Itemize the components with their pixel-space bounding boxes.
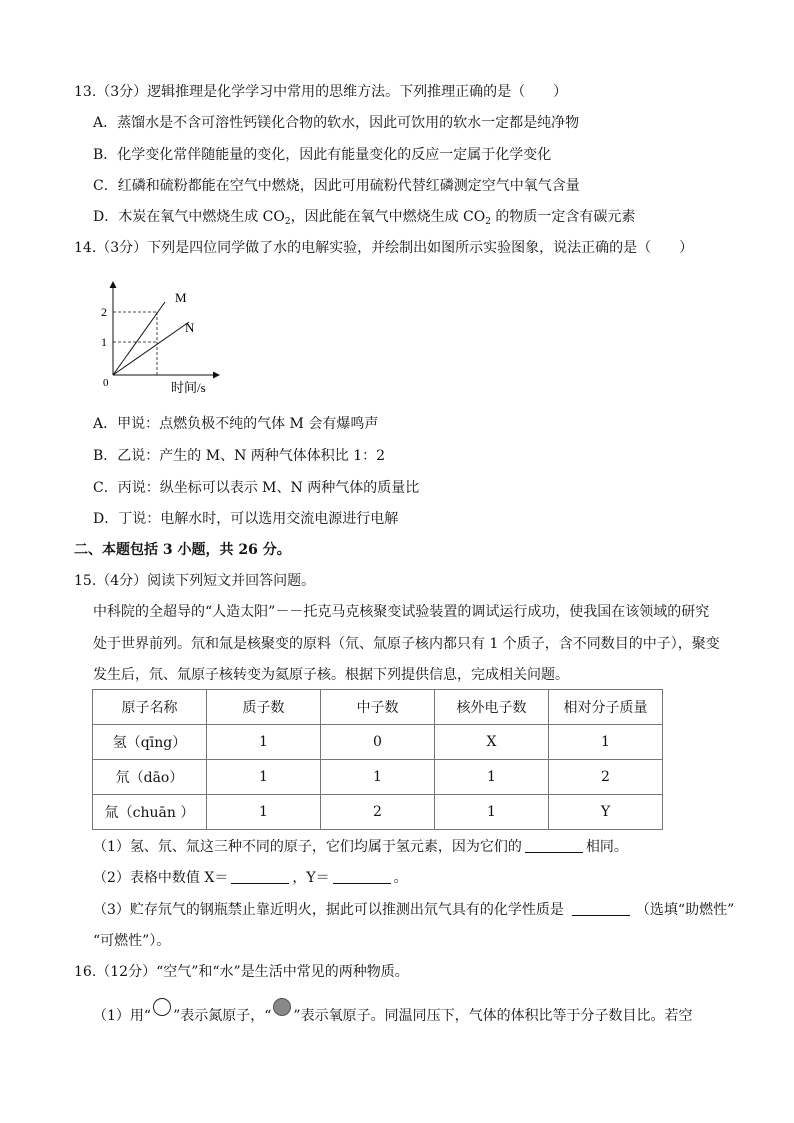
table-cell: 1 [207, 725, 321, 760]
table-cell: 氚（chuān ） [93, 795, 207, 830]
label-n: N [185, 320, 195, 335]
q13-stem: 13.（3分）逻辑推理是化学学习中常用的思维方法。下列推理正确的是（ ） [74, 84, 568, 100]
q13-option-d: D．木炭在氧气中燃烧生成 $CO_2$，因此能在氧气中燃烧生成 $CO_2$ 的物质一定含有碳元素 [93, 209, 636, 227]
nitrogen-atom-icon [153, 998, 171, 1016]
table-cell: 氘（dāo） [93, 760, 207, 795]
q14-stem: 14.（3分）下列是四位同学做了水的电解实验，并绘制出如图所示实验图象，说法正确的是（ ） [74, 240, 694, 256]
table-row [93, 760, 663, 795]
table-cell: 2 [549, 760, 663, 795]
q15-sub-1: （1）氢、氘、氚这三种不同的原子，它们均属于氢元素，因为它们的 相同。 [93, 839, 628, 855]
table-cell: 0 [321, 725, 435, 760]
q13-option-a: A．蒸馏水是不含可溶性钙镁化合物的软水，因此可饮用的软水一定都是纯净物 [93, 115, 580, 131]
q14-option-d: D．丁说：电解水时，可以选用交流电源进行电解 [93, 511, 399, 527]
y-tick-2: 2 [101, 305, 107, 319]
table-header-cell: 原子名称 [93, 690, 207, 725]
table-row [93, 795, 663, 830]
q15-sub-3-cont: “可燃性”）。 [93, 933, 171, 949]
q16-sub-1: （1）用“ ”表示氮原子，“ ”表示氧原子。同温同压下，气体的体积比等于分子数目比。若空 [93, 998, 693, 1026]
table-cell: 1 [549, 725, 663, 760]
table-cell: 1 [207, 795, 321, 830]
table-cell: 1 [435, 795, 549, 830]
answer-blank[interactable] [525, 838, 583, 853]
table-cell: Y [549, 795, 663, 830]
table-header-row [93, 690, 663, 725]
section-heading: 二、本题包括 3 小题，共 26 分。 [74, 542, 291, 558]
q15-para-line-1: 中科院的全超导的“人造太阳”－－托克马克核聚变试验装置的调试运行成功，使我国在该领域的研究 [93, 604, 710, 620]
q15-para-line-2: 处于世界前列。氘和氚是核聚变的原料（氘、氚原子核内都只有 1 个质子，含不同数目的中子），聚变 [93, 636, 720, 652]
q13-option-b: B．化学变化常伴随能量的变化，因此有能量变化的反应一定属于化学变化 [93, 147, 552, 163]
answer-blank[interactable] [572, 901, 630, 916]
q14-option-b: B．乙说：产生的 M、N 两种气体体积比 1：2 [93, 448, 386, 464]
table-cell: X [435, 725, 549, 760]
table-header-cell: 核外电子数 [435, 690, 549, 725]
table-cell: 1 [435, 760, 549, 795]
electrolysis-graph [95, 280, 235, 395]
isotope-table [92, 689, 663, 830]
oxygen-atom-icon [273, 998, 291, 1016]
table-header-cell: 质子数 [207, 690, 321, 725]
q15-stem: 15.（4分）阅读下列短文并回答问题。 [74, 573, 316, 589]
q14-option-a: A．甲说：点燃负极不纯的气体 M 会有爆鸣声 [93, 416, 379, 432]
y-tick-1: 1 [101, 335, 107, 349]
line-n [113, 322, 189, 375]
q15-para-line-3: 发生后，氘、氚原子核转变为氦原子核。根据下列提供信息，完成相关问题。 [93, 667, 569, 683]
table-header-cell: 中子数 [321, 690, 435, 725]
origin-label: 0 [103, 377, 109, 389]
answer-blank-x[interactable] [231, 869, 289, 884]
label-m: M [175, 290, 187, 305]
table-cell: 氢（qīng） [93, 725, 207, 760]
q14-option-c: C．丙说：纵坐标可以表示 M、N 两种气体的质量比 [93, 480, 420, 496]
q15-sub-3: （3）贮存氘气的钢瓶禁止靠近明火，据此可以推测出氘气具有的化学性质是 （选填“助燃性” [93, 902, 735, 918]
table-cell: 1 [207, 760, 321, 795]
table-header-cell: 相对分子质量 [549, 690, 663, 725]
answer-blank-y[interactable] [333, 869, 391, 884]
q15-sub-2: （2）表格中数值 X＝ ，Y＝ 。 [93, 870, 408, 886]
q13-option-c: C．红磷和硫粉都能在空气中燃烧，因此可用硫粉代替红磷测定空气中氧气含量 [93, 178, 580, 194]
table-cell: 2 [321, 795, 435, 830]
table-row [93, 725, 663, 760]
table-cell: 1 [321, 760, 435, 795]
q16-stem: 16.（12分）“空气”和“水”是生活中常见的两种物质。 [74, 964, 409, 980]
x-axis-label: 时间/s [171, 380, 206, 395]
